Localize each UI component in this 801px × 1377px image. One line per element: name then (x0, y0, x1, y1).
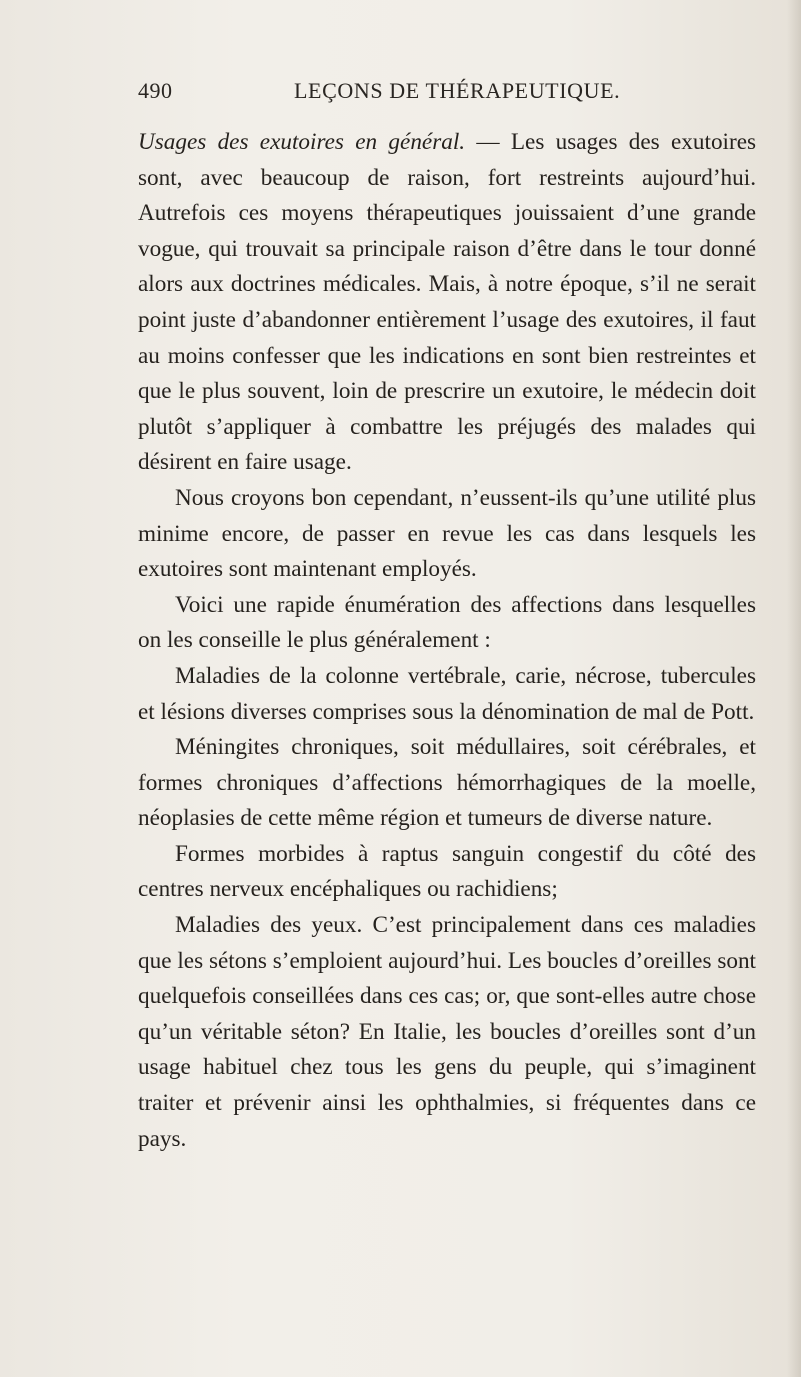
paragraph-usages (138, 125, 756, 481)
body-text (138, 125, 756, 1157)
paragraph: Méningites chroniques, soit médullaires, soit cérébrales, et formes chroniques d’affections hémorrhagiques de la moelle, néoplasies de cette même région et tumeurs de diverse nature. (138, 734, 756, 832)
running-head (138, 72, 758, 112)
paragraph: Voici une rapide énumération des affections dans lesquelles on les conseille le plus généralement : (138, 591, 756, 654)
page-number: 490 (138, 78, 173, 103)
page-edge-shadow (787, 0, 801, 1377)
section-lead-text: — Les usages des exutoires sont, avec beaucoup de raison, fort restreints aujourd’hui. Autrefois ces moyens thérapeutiques jouissaient d’une grande vogue, qui trouvait sa principale raison d’être dans le tour donné alors aux doctrines médicales. Mais, à notre époque, s’il ne serait point juste d’abandonner entièrement l’usage des exutoires, il faut au moins confesser que les indications en sont bien restreintes et que le plus souvent, loin de prescrire un exutoire, le médecin doit plutôt s’appliquer à combattre les préjugés des malades qui désirent en faire usage. (138, 129, 757, 476)
section-heading: Usages des exutoires en général. (138, 129, 466, 155)
paragraph: Nous croyons bon cependant, n’eussent-ils qu’une utilité plus minime encore, de passer en revue les cas dans lesquels les exutoires sont maintenant employés. (138, 484, 756, 583)
paragraph: Formes morbides à raptus sanguin congestif du côté des centres nerveux encéphaliques ou rachidiens; (138, 840, 756, 903)
paragraph: Maladies de la colonne vertébrale, carie, nécrose, tubercules et lésions diverses comprises sous la dénomination de mal de Pott. (138, 662, 756, 725)
running-title: LEÇONS DE THÉRAPEUTIQUE. (294, 78, 621, 103)
paragraph: Maladies des yeux. C’est principalement dans ces maladies que les sétons s’emploient aujourd’hui. Les boucles d’oreilles sont quelquefois conseillées dans ces cas; or, que sont-elles autre chose qu’un véritable séton? En Italie, les boucles d’oreilles sont d’un usage habituel chez tous les gens du peuple, qui s’imaginent traiter et prévenir ainsi les ophthalmies, si fréquentes dans ce pays. (138, 912, 756, 1152)
